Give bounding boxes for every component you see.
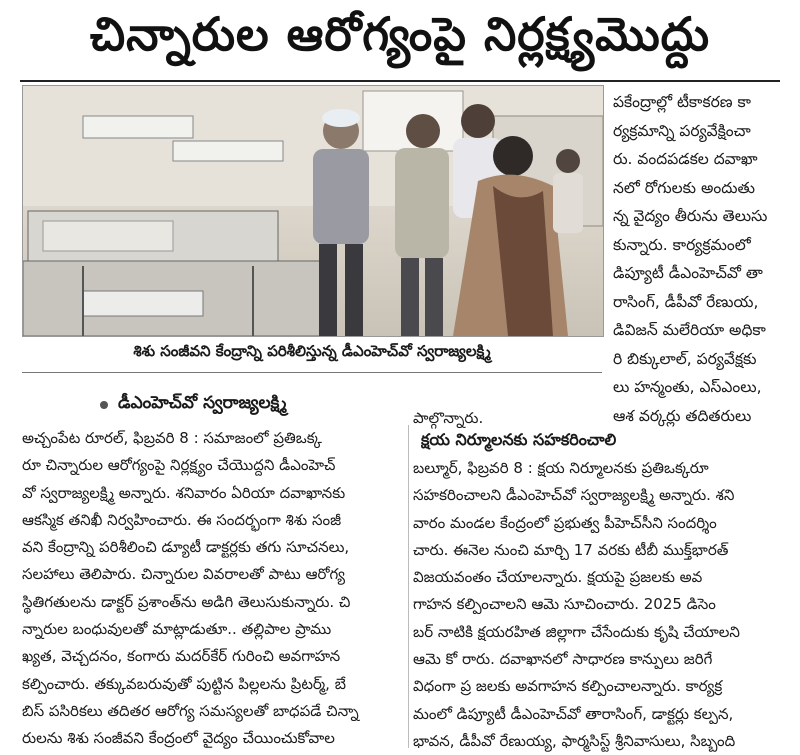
left-article-body [22, 425, 404, 753]
headline: చిన్నారుల ఆరోగ్యంపై నిర్లక్ష్యమొద్దు [89, 7, 711, 61]
article-line: అచ్చంపేట రూరల్, ఫిబ్రవరి 8 : సమాజంలో ప్రతిఒక్క [22, 429, 322, 447]
article-line: న్నారుల బంధువులతో మాట్లాడుతూ.. తల్లిపాల ప్రాము [22, 620, 332, 639]
side-line: డిప్యూటీ డీఎంహెచ్‌వో తా [613, 264, 763, 282]
article-line: ఆకస్మిక తనిఖీ నిర్వహించారు. ఈ సందర్భంగా శిశు సంజీ [22, 510, 342, 529]
side-line: ఆశ వర్కర్లు తదితరులు [613, 406, 752, 425]
side-line: నలో రోగులకు అందుతు [613, 178, 755, 197]
article-line: భావన, డీపీవో రేణుయ్య, ఫార్మసిస్ట్ శ్రీనివాసులు, సిబ్బంది [413, 731, 736, 750]
article-line: విజయవంతం చేయాలన్నారు. క్షయపై ప్రజలకు అవ [413, 568, 703, 587]
article-line: రులను శిశు సంజీవని కేంద్రంలో వైద్యం చేయించుకోవాల [22, 729, 335, 748]
bullet-icon [100, 401, 108, 409]
side-column [613, 88, 791, 430]
caption-rule [22, 372, 602, 373]
side-line: ర్యక్రమాన్ని పర్యవేక్షించా [613, 121, 751, 140]
article-line: బర్ నాటికి క్షయరహిత జిల్లాగా చేసేందుకు కృషి చేయాలని [413, 622, 740, 641]
article-line: ఖ్యత, వెచ్చదనం, కంగారు మదర్‌కేర్ గురించి అవగాహన [22, 647, 341, 666]
news-photo [22, 85, 604, 337]
side-line: లు హన్మంతు, ఎస్‌ఎంలు, [613, 378, 762, 396]
article-line: వో స్వరాజ్యలక్ష్మి అన్నారు. శనివారం ఏరియా దవాఖానకు [22, 483, 346, 502]
right-article-body [413, 455, 791, 755]
photo-caption: శిశు సంజీవని కేంద్రాన్ని పరిశీలిస్తున్న డీఎంహెచ్‌వో స్వరాజ్యలక్ష్మి [133, 342, 491, 360]
column-divider [408, 425, 409, 748]
photo-illustration [23, 86, 603, 336]
article-line: విధంగా ప్ర జలకు అవగాహన కల్పించాలన్నారు. కార్యక్ర [413, 677, 723, 696]
article-line: రూ చిన్నారుల ఆరోగ్యంపై నిర్లక్ష్యం చేయొద్దని డీఎంహెచ్ [22, 456, 336, 475]
article-line: మంలో డిప్యూటీ డీఎంహెచ్‌వో తారాసింగ్, డాక్టర్లు కల్పన, [413, 704, 734, 723]
side-line: పకేంద్రాల్లో టీకాకరణ కా [613, 93, 751, 111]
headline-rule [20, 80, 780, 82]
right-article-heading: క్షయ నిర్మూలనకు సహకరించాలి [421, 430, 617, 449]
carry-over-line: పాల్గొన్నారు. [413, 409, 484, 427]
article-line: వని కేంద్రాన్ని పరిశీలించి డ్యూటీ డాక్టర్లకు తగు సూచనలు, [22, 538, 350, 557]
article-line: బిస్ పసిరికలు తదితర ఆరోగ్య సమస్యలతో బాధపడే చిన్నా [22, 701, 359, 720]
left-subhead-text: డీఎంహెచ్‌వో స్వరాజ్యలక్ష్మి [118, 393, 287, 413]
side-line: న్న వైద్యం తీరును తెలుసు [613, 207, 768, 225]
article-line: వారం మండల కేంద్రంలో ప్రభుత్వ పీహెచ్‌సీని సందర్శిం [413, 513, 717, 532]
side-line: రి బిక్కులాల్, పర్యవేక్షకు [613, 349, 757, 368]
article-line: గాహన కల్పించాలని ఆమె సూచించారు. 2025 డిసెం [413, 595, 716, 614]
article-line: బల్మూర్, ఫిబ్రవరి 8 : క్షయ నిర్మూలనకు ప్రతిఒక్కరూ [413, 459, 709, 477]
side-line: రాసింగ్, డీపీవో రేణుయ, [613, 292, 759, 311]
side-line: రు. వందపడకల దవాఖా [613, 150, 758, 168]
article-line: ఆమె కో రారు. దవాఖానలో సాధారణ కాన్పులు జరిగే [413, 650, 713, 669]
side-line: కున్నారు. కార్యక్రమంలో [613, 235, 751, 254]
side-line: డివిజన్ మలేరియా అధికా [613, 321, 766, 339]
article-line: స్థితిగతులను డాక్టర్ ప్రశాంత్‌ను అడిగి తెలుసుకున్నారు. చి [22, 592, 351, 611]
article-line: సలహాలు తెలిపారు. చిన్నారుల వివరాలతో పాటు ఆరోగ్య [22, 565, 346, 584]
left-subhead [100, 393, 287, 417]
article-line: సహకరించాలని డీఎంహెచ్‌వో స్వరాజ్యలక్ష్మి అన్నారు. శని [413, 486, 735, 505]
article-line: కల్పించారు. తక్కువబరువుతో పుట్టిన పిల్లలను ప్రిటర్మ్, బే [22, 674, 346, 693]
article-line: చారు. ఈనెల నుంచి మార్చి 17 వరకు టీబీ ముక్త్‌భారత్ [413, 540, 729, 559]
right-carry-over [413, 404, 791, 433]
